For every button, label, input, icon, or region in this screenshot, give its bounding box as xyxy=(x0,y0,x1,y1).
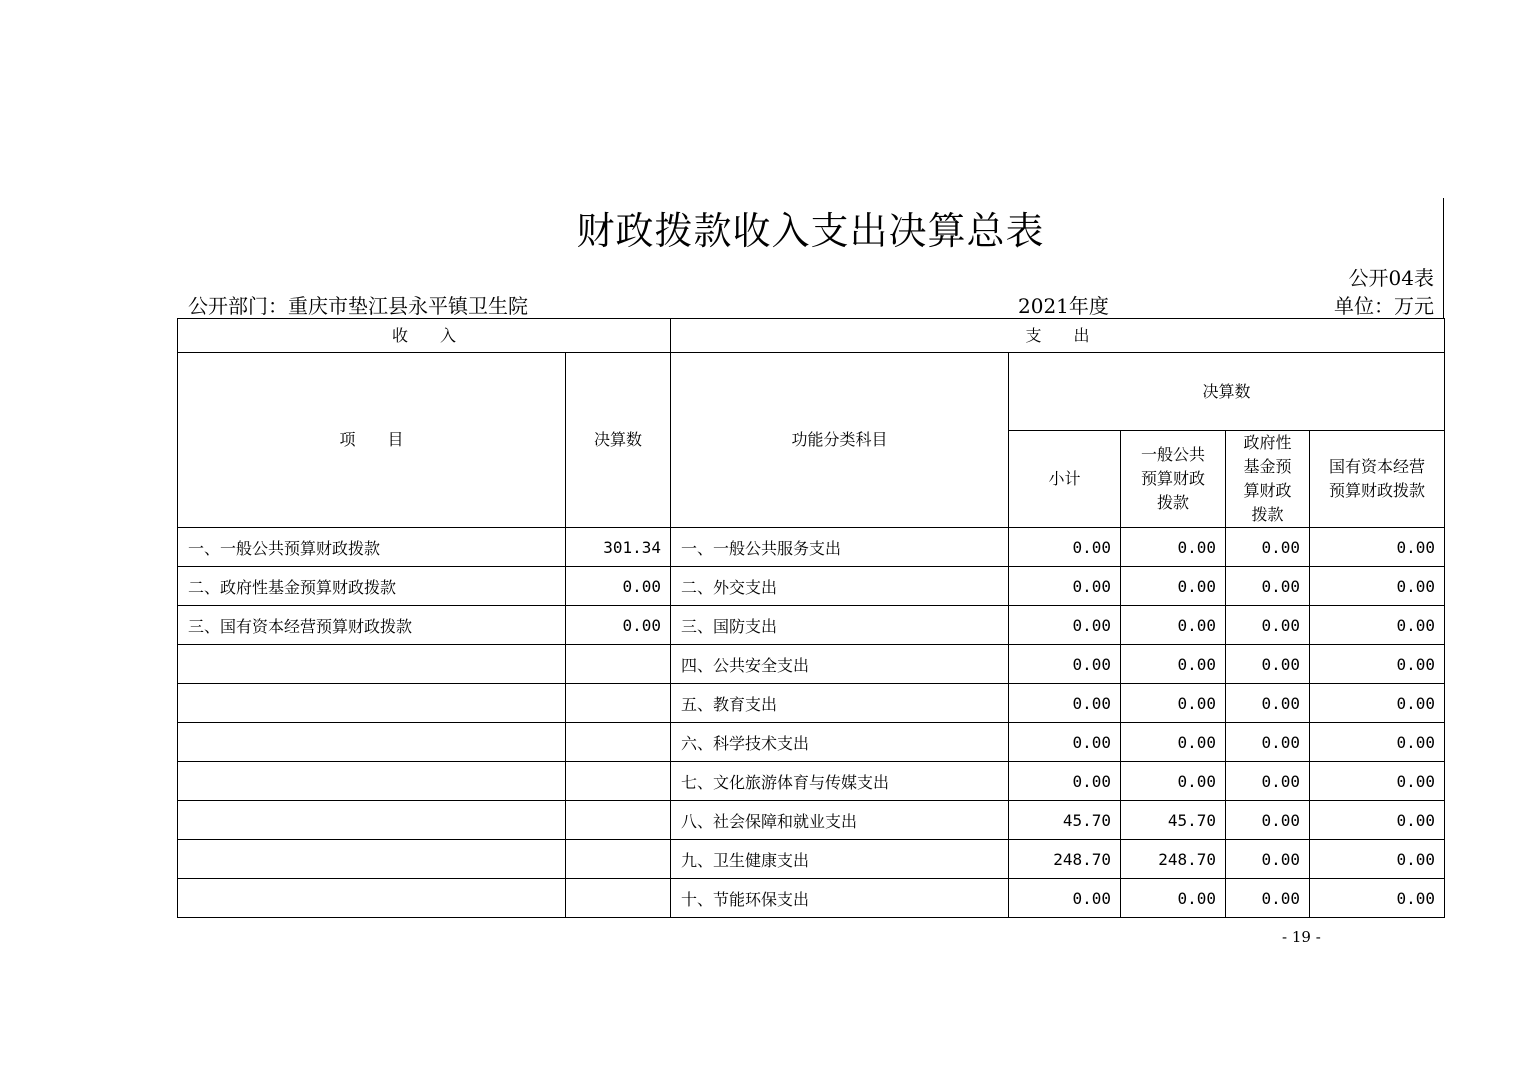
expense-item-cell: 三、国防支出 xyxy=(671,606,1009,645)
subtotal-cell: 45.70 xyxy=(1009,801,1121,840)
state-capital-cell: 0.00 xyxy=(1310,879,1445,918)
income-amount-cell: 0.00 xyxy=(566,606,671,645)
state-capital-cell: 0.00 xyxy=(1310,840,1445,879)
budget-table xyxy=(177,318,1445,918)
expense-item-cell: 五、教育支出 xyxy=(671,684,1009,723)
general-budget-header: 一般公共预算财政拨款 xyxy=(1121,431,1226,528)
income-amount-cell xyxy=(566,840,671,879)
table-row xyxy=(178,801,1445,840)
subtotal-cell: 0.00 xyxy=(1009,528,1121,567)
general-budget-cell: 0.00 xyxy=(1121,684,1226,723)
unit-label: 单位：万元 xyxy=(1334,294,1434,318)
state-capital-header: 国有资本经营预算财政拨款 xyxy=(1310,431,1445,528)
income-item-cell xyxy=(178,723,566,762)
amount-header: 决算数 xyxy=(566,353,671,528)
expense-item-cell: 四、公共安全支出 xyxy=(671,645,1009,684)
expense-item-cell: 七、文化旅游体育与传媒支出 xyxy=(671,762,1009,801)
final-amount-header: 决算数 xyxy=(1009,353,1445,431)
expense-item-cell: 一、一般公共服务支出 xyxy=(671,528,1009,567)
income-amount-cell: 301.34 xyxy=(566,528,671,567)
income-item-cell: 二、政府性基金预算财政拨款 xyxy=(178,567,566,606)
subtotal-cell: 248.70 xyxy=(1009,840,1121,879)
state-capital-cell: 0.00 xyxy=(1310,684,1445,723)
fund-budget-cell: 0.00 xyxy=(1226,762,1310,801)
income-item-cell xyxy=(178,645,566,684)
department-label: 公开部门：重庆市垫江县永平镇卫生院 xyxy=(188,294,528,318)
fund-budget-cell: 0.00 xyxy=(1226,840,1310,879)
state-capital-cell: 0.00 xyxy=(1310,645,1445,684)
fund-budget-cell: 0.00 xyxy=(1226,645,1310,684)
table-row xyxy=(178,879,1445,918)
fund-budget-cell: 0.00 xyxy=(1226,723,1310,762)
fund-budget-cell: 0.00 xyxy=(1226,801,1310,840)
income-item-cell xyxy=(178,801,566,840)
table-row xyxy=(178,606,1445,645)
expense-item-cell: 八、社会保障和就业支出 xyxy=(671,801,1009,840)
state-capital-cell: 0.00 xyxy=(1310,567,1445,606)
expense-item-cell: 九、卫生健康支出 xyxy=(671,840,1009,879)
subtotal-cell: 0.00 xyxy=(1009,684,1121,723)
page-title: 财政拨款收入支出决算总表 xyxy=(576,209,1045,253)
income-amount-cell xyxy=(566,762,671,801)
income-header: 收 入 xyxy=(178,319,671,353)
fund-budget-cell: 0.00 xyxy=(1226,606,1310,645)
income-amount-cell xyxy=(566,801,671,840)
subtotal-cell: 0.00 xyxy=(1009,762,1121,801)
state-capital-cell: 0.00 xyxy=(1310,723,1445,762)
table-row xyxy=(178,645,1445,684)
fund-budget-cell: 0.00 xyxy=(1226,879,1310,918)
general-budget-cell: 0.00 xyxy=(1121,528,1226,567)
subtotal-cell: 0.00 xyxy=(1009,606,1121,645)
fiscal-year: 2021年度 xyxy=(1018,294,1109,318)
expense-header: 支 出 xyxy=(671,319,1445,353)
fund-budget-header: 政府性基金预算财政拨款 xyxy=(1226,431,1310,528)
general-budget-cell: 0.00 xyxy=(1121,723,1226,762)
expense-item-cell: 六、科学技术支出 xyxy=(671,723,1009,762)
general-budget-cell: 0.00 xyxy=(1121,645,1226,684)
table-row xyxy=(178,684,1445,723)
expense-item-cell: 十、节能环保支出 xyxy=(671,879,1009,918)
income-amount-cell xyxy=(566,723,671,762)
general-budget-cell: 0.00 xyxy=(1121,762,1226,801)
general-budget-cell: 248.70 xyxy=(1121,840,1226,879)
income-item-cell xyxy=(178,762,566,801)
income-amount-cell xyxy=(566,684,671,723)
income-item-cell: 一、一般公共预算财政拨款 xyxy=(178,528,566,567)
general-budget-cell: 0.00 xyxy=(1121,879,1226,918)
table-row xyxy=(178,762,1445,801)
fund-budget-cell: 0.00 xyxy=(1226,684,1310,723)
subtotal-header: 小计 xyxy=(1009,431,1121,528)
table-number: 公开04表 xyxy=(1348,266,1434,290)
income-item-cell xyxy=(178,840,566,879)
state-capital-cell: 0.00 xyxy=(1310,801,1445,840)
subtotal-cell: 0.00 xyxy=(1009,723,1121,762)
income-amount-cell xyxy=(566,879,671,918)
income-amount-cell: 0.00 xyxy=(566,567,671,606)
income-amount-cell xyxy=(566,645,671,684)
subtotal-cell: 0.00 xyxy=(1009,645,1121,684)
function-header: 功能分类科目 xyxy=(671,353,1009,528)
table-row xyxy=(178,567,1445,606)
general-budget-cell: 0.00 xyxy=(1121,606,1226,645)
table-row xyxy=(178,723,1445,762)
item-header: 项 目 xyxy=(178,353,566,528)
state-capital-cell: 0.00 xyxy=(1310,762,1445,801)
income-item-cell: 三、国有资本经营预算财政拨款 xyxy=(178,606,566,645)
table-row xyxy=(178,840,1445,879)
state-capital-cell: 0.00 xyxy=(1310,528,1445,567)
general-budget-cell: 45.70 xyxy=(1121,801,1226,840)
subtotal-cell: 0.00 xyxy=(1009,879,1121,918)
fund-budget-cell: 0.00 xyxy=(1226,528,1310,567)
table-row xyxy=(178,528,1445,567)
page-number: - 19 - xyxy=(1282,928,1321,946)
income-item-cell xyxy=(178,684,566,723)
fund-budget-cell: 0.00 xyxy=(1226,567,1310,606)
income-item-cell xyxy=(178,879,566,918)
expense-item-cell: 二、外交支出 xyxy=(671,567,1009,606)
state-capital-cell: 0.00 xyxy=(1310,606,1445,645)
subtotal-cell: 0.00 xyxy=(1009,567,1121,606)
general-budget-cell: 0.00 xyxy=(1121,567,1226,606)
